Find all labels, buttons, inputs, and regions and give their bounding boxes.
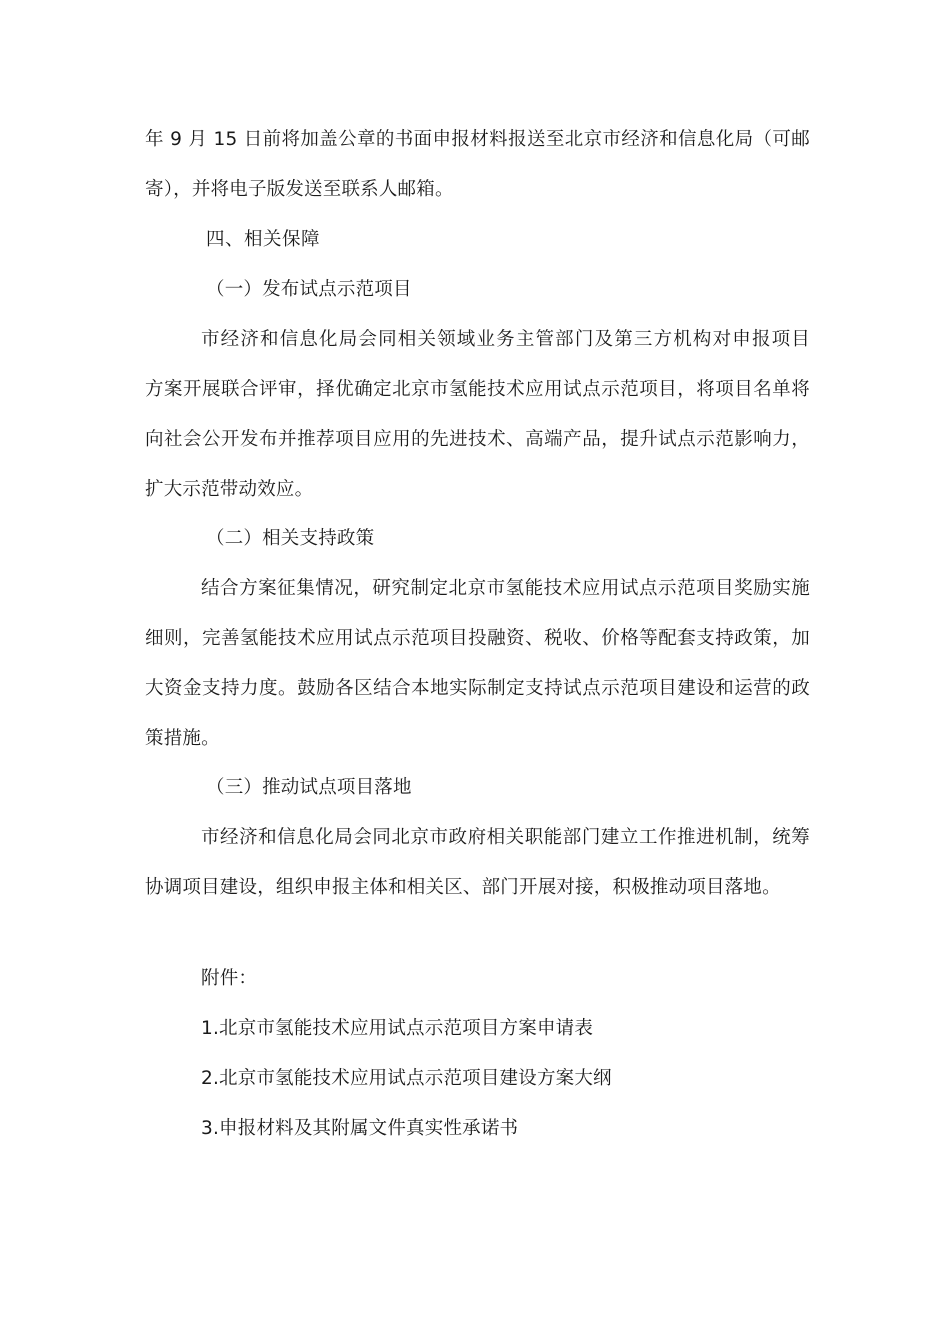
paragraph-line: 市经济和信息化局会同相关领域业务主管部门及第三方机构对申报项目: [201, 329, 810, 350]
subsection-heading: （二）相关支持政策: [206, 528, 375, 549]
subsection-heading: （三）推动试点项目落地: [206, 777, 412, 798]
attachment-item: 2.北京市氢能技术应用试点示范项目建设方案大纲: [201, 1068, 612, 1089]
paragraph-line: 扩大示范带动效应。: [145, 479, 314, 500]
paragraph-line: 市经济和信息化局会同北京市政府相关职能部门建立工作推进机制，统筹: [201, 827, 810, 848]
paragraph-line: 方案开展联合评审，择优确定北京市氢能技术应用试点示范项目，将项目名单将: [145, 379, 810, 400]
paragraph-line: 策措施。: [145, 728, 220, 749]
section-heading: 四、相关保障: [206, 229, 321, 250]
paragraph-line: 大资金支持力度。鼓励各区结合本地实际制定支持试点示范项目建设和运营的政: [145, 678, 810, 699]
attachment-item: 1.北京市氢能技术应用试点示范项目方案申请表: [201, 1018, 594, 1039]
attachments-label: 附件：: [201, 968, 258, 989]
paragraph-line: 细则，完善氢能技术应用试点示范项目投融资、税收、价格等配套支持政策，加: [145, 628, 810, 649]
paragraph-line: 协调项目建设，组织申报主体和相关区、部门开展对接，积极推动项目落地。: [145, 877, 781, 898]
paragraph-line: 寄），并将电子版发送至联系人邮箱。: [145, 179, 454, 200]
paragraph-line: 年 9 月 15 日前将加盖公章的书面申报材料报送至北京市经济和信息化局（可邮: [145, 129, 810, 150]
paragraph-line: 结合方案征集情况，研究制定北京市氢能技术应用试点示范项目奖励实施: [201, 578, 810, 599]
paragraph-line: 向社会公开发布并推荐项目应用的先进技术、高端产品，提升试点示范影响力，: [145, 429, 810, 450]
subsection-heading: （一）发布试点示范项目: [206, 279, 412, 300]
attachment-item: 3.申报材料及其附属文件真实性承诺书: [201, 1118, 519, 1139]
